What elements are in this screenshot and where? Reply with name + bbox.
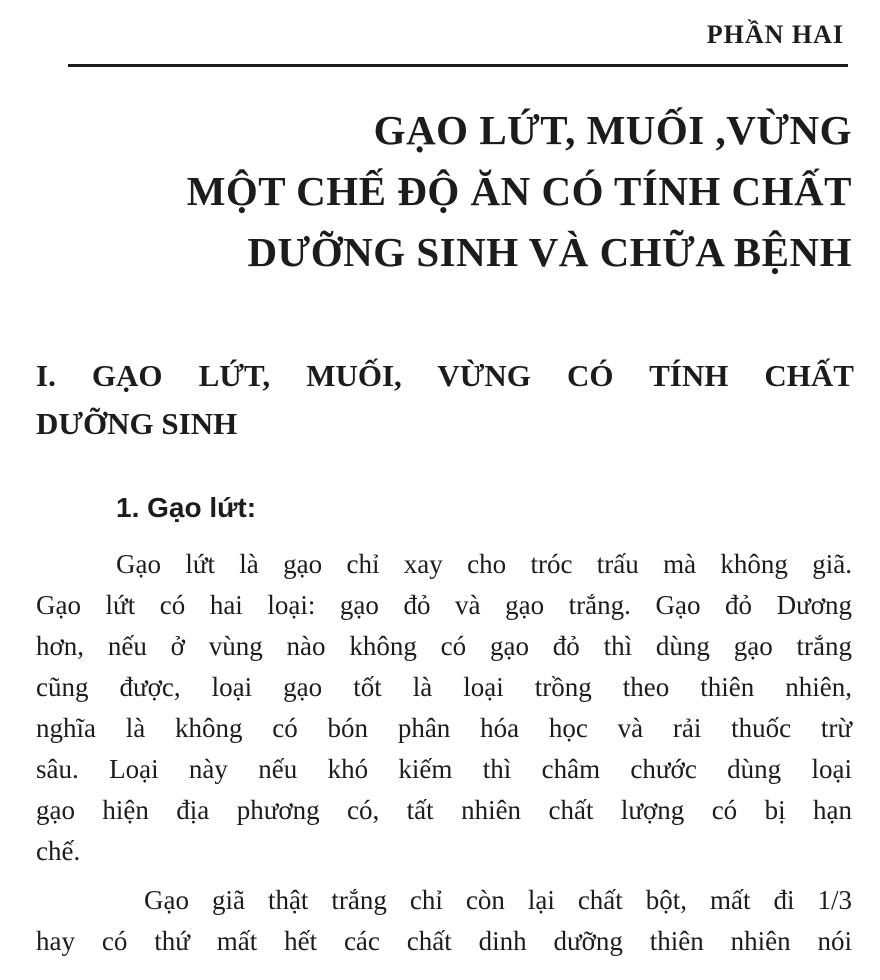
- paragraph-line: hay có thứ mất hết các chất dinh dưỡng thiên nhiên nói: [36, 926, 852, 956]
- paragraph-line: cũng được, loại gạo tốt là loại trồng theo thiên nhiên,: [36, 672, 852, 702]
- paragraph-line: Gạo lứt là gạo chỉ xay cho tróc trấu mà không giã.: [116, 549, 852, 579]
- subsection-heading: 1. Gạo lứt:: [116, 492, 257, 523]
- running-header: PHẦN HAI: [706, 20, 844, 49]
- section-heading: [36, 352, 854, 448]
- paragraph: [36, 544, 852, 872]
- chapter-title-line: MỘT CHẾ ĐỘ ĂN CÓ TÍNH CHẤT: [186, 168, 852, 214]
- paragraph-line: sâu. Loại này nếu khó kiếm thì châm chước dùng loại: [36, 754, 852, 784]
- section-heading-line: DƯỠNG SINH: [36, 406, 238, 441]
- paragraph-line: hơn, nếu ở vùng nào không có gạo đỏ thì dùng gạo trắng: [36, 631, 852, 661]
- chapter-title-line: GẠO LỨT, MUỐI ,VỪNG: [373, 107, 852, 153]
- paragraph-line: nghĩa là không có bón phân hóa học và rải thuốc trừ: [36, 713, 852, 743]
- paragraph: [36, 880, 852, 962]
- chapter-title-line: DƯỠNG SINH VÀ CHỮA BỆNH: [247, 229, 852, 275]
- paragraph-line: gạo hiện địa phương có, tất nhiên chất lượng có bị hạn: [36, 795, 852, 825]
- section-heading-line: I. GẠO LỨT, MUỐI, VỪNG CÓ TÍNH CHẤT: [36, 358, 854, 393]
- paragraph-line: Gạo lứt có hai loại: gạo đỏ và gạo trắng. Gạo đỏ Dương: [36, 590, 852, 620]
- paragraph-line: chế.: [36, 836, 81, 866]
- paragraph-line: Gạo giã thật trắng chỉ còn lại chất bột, mất đi 1/3: [144, 885, 852, 915]
- header-rule: [68, 64, 848, 67]
- chapter-title: [52, 100, 852, 283]
